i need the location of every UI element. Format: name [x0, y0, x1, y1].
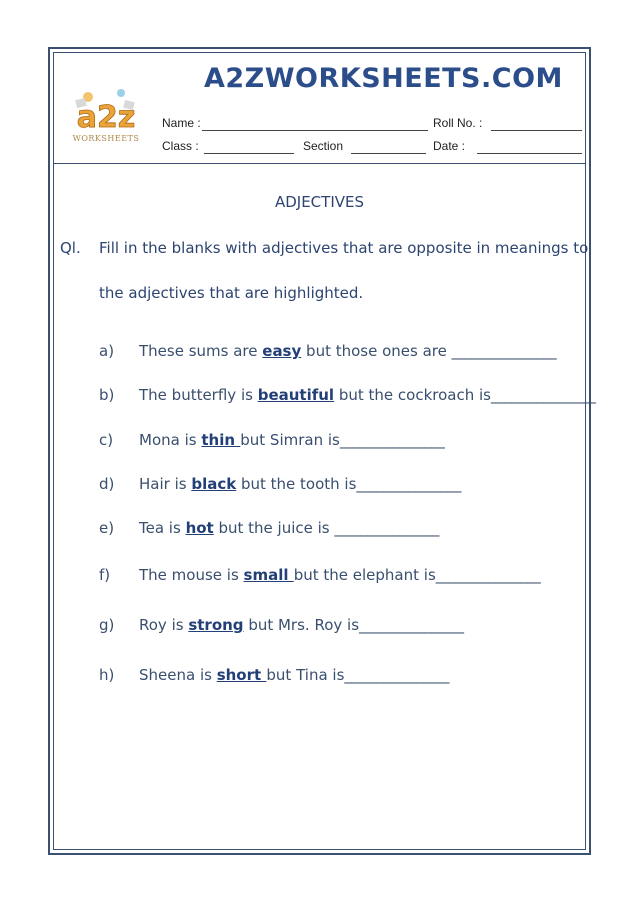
question-instruction-line2: the adjectives that are highlighted. [99, 284, 364, 302]
sentence-start: Hair is [139, 475, 192, 493]
item-sentence [139, 475, 460, 493]
item-sentence [139, 566, 540, 584]
item-letter: b) [99, 386, 115, 404]
sentence-middle: but the elephant is [293, 566, 436, 584]
worksheet-frame [48, 47, 595, 855]
roll-input-line[interactable] [491, 130, 582, 131]
section-label: Section [303, 139, 344, 153]
answer-blank[interactable]: ________________ [356, 475, 461, 493]
name-label: Name : [162, 116, 201, 130]
date-field [433, 139, 465, 153]
item-sentence [139, 666, 448, 684]
svg-text:WORKSHEETS: WORKSHEETS [72, 134, 140, 143]
section-field [303, 139, 343, 153]
sentence-middle: but Mrs. Roy is [243, 616, 360, 634]
item-letter: c) [99, 431, 114, 449]
sentence-start: Tea is [139, 519, 186, 537]
highlighted-adjective: short [216, 666, 267, 684]
item-letter: g) [99, 616, 115, 634]
class-field [162, 139, 199, 153]
answer-blank[interactable]: ________________ [334, 519, 439, 537]
answer-blank[interactable]: ________________ [490, 386, 595, 404]
highlighted-adjective: strong [188, 616, 244, 634]
item-sentence [139, 342, 556, 360]
sentence-start: These sums are [139, 342, 263, 360]
sentence-start: The mouse is [139, 566, 244, 584]
answer-blank[interactable]: ________________ [451, 342, 556, 360]
sentence-middle: but Simran is [240, 431, 340, 449]
highlighted-adjective: small [243, 566, 294, 584]
sentence-start: Mona is [139, 431, 202, 449]
item-letter: d) [99, 475, 115, 493]
sentence-middle: but the cockroach is [334, 386, 491, 404]
roll-field [433, 116, 482, 130]
answer-blank[interactable]: ________________ [339, 431, 444, 449]
a2z-logo [66, 79, 146, 149]
item-letter: e) [99, 519, 115, 537]
item-sentence [139, 386, 595, 404]
answer-blank[interactable]: ________________ [359, 616, 464, 634]
answer-blank[interactable]: ________________ [435, 566, 540, 584]
sentence-middle: but Tina is [266, 666, 345, 684]
highlighted-adjective: easy [262, 342, 302, 360]
name-input-line[interactable] [202, 130, 428, 131]
sentence-start: Sheena is [139, 666, 217, 684]
site-title: A2ZWORKSHEETS.COM [204, 63, 563, 94]
item-letter: a) [99, 342, 115, 360]
highlighted-adjective: black [191, 475, 237, 493]
item-sentence [139, 431, 444, 449]
date-input-line[interactable] [477, 153, 582, 154]
sentence-middle: but those ones are [301, 342, 452, 360]
svg-text:a2z: a2z [76, 100, 136, 135]
item-letter: f) [99, 566, 111, 584]
sentence-start: Roy is [139, 616, 189, 634]
highlighted-adjective: hot [185, 519, 214, 537]
item-sentence [139, 616, 463, 634]
item-letter: h) [99, 666, 115, 684]
date-label: Date : [433, 139, 466, 153]
worksheet-inner-border [53, 52, 595, 850]
logo-icon [66, 79, 146, 149]
sentence-start: The butterfly is [139, 386, 258, 404]
sentence-middle: but the tooth is [236, 475, 357, 493]
item-sentence [139, 519, 438, 537]
header-divider [54, 163, 585, 164]
question-number: Ql. [60, 239, 81, 257]
roll-label: Roll No. : [433, 116, 483, 130]
name-field [162, 116, 201, 130]
worksheet-title: ADJECTIVES [274, 193, 365, 211]
class-input-line[interactable] [204, 153, 294, 154]
question-instruction-line1: Fill in the blanks with adjectives that are opposite in meanings to [99, 239, 589, 257]
highlighted-adjective: beautiful [257, 386, 335, 404]
class-label: Class : [162, 139, 199, 153]
sentence-middle: but the juice is [213, 519, 335, 537]
highlighted-adjective: thin [201, 431, 241, 449]
section-input-line[interactable] [351, 153, 426, 154]
answer-blank[interactable]: ________________ [344, 666, 449, 684]
